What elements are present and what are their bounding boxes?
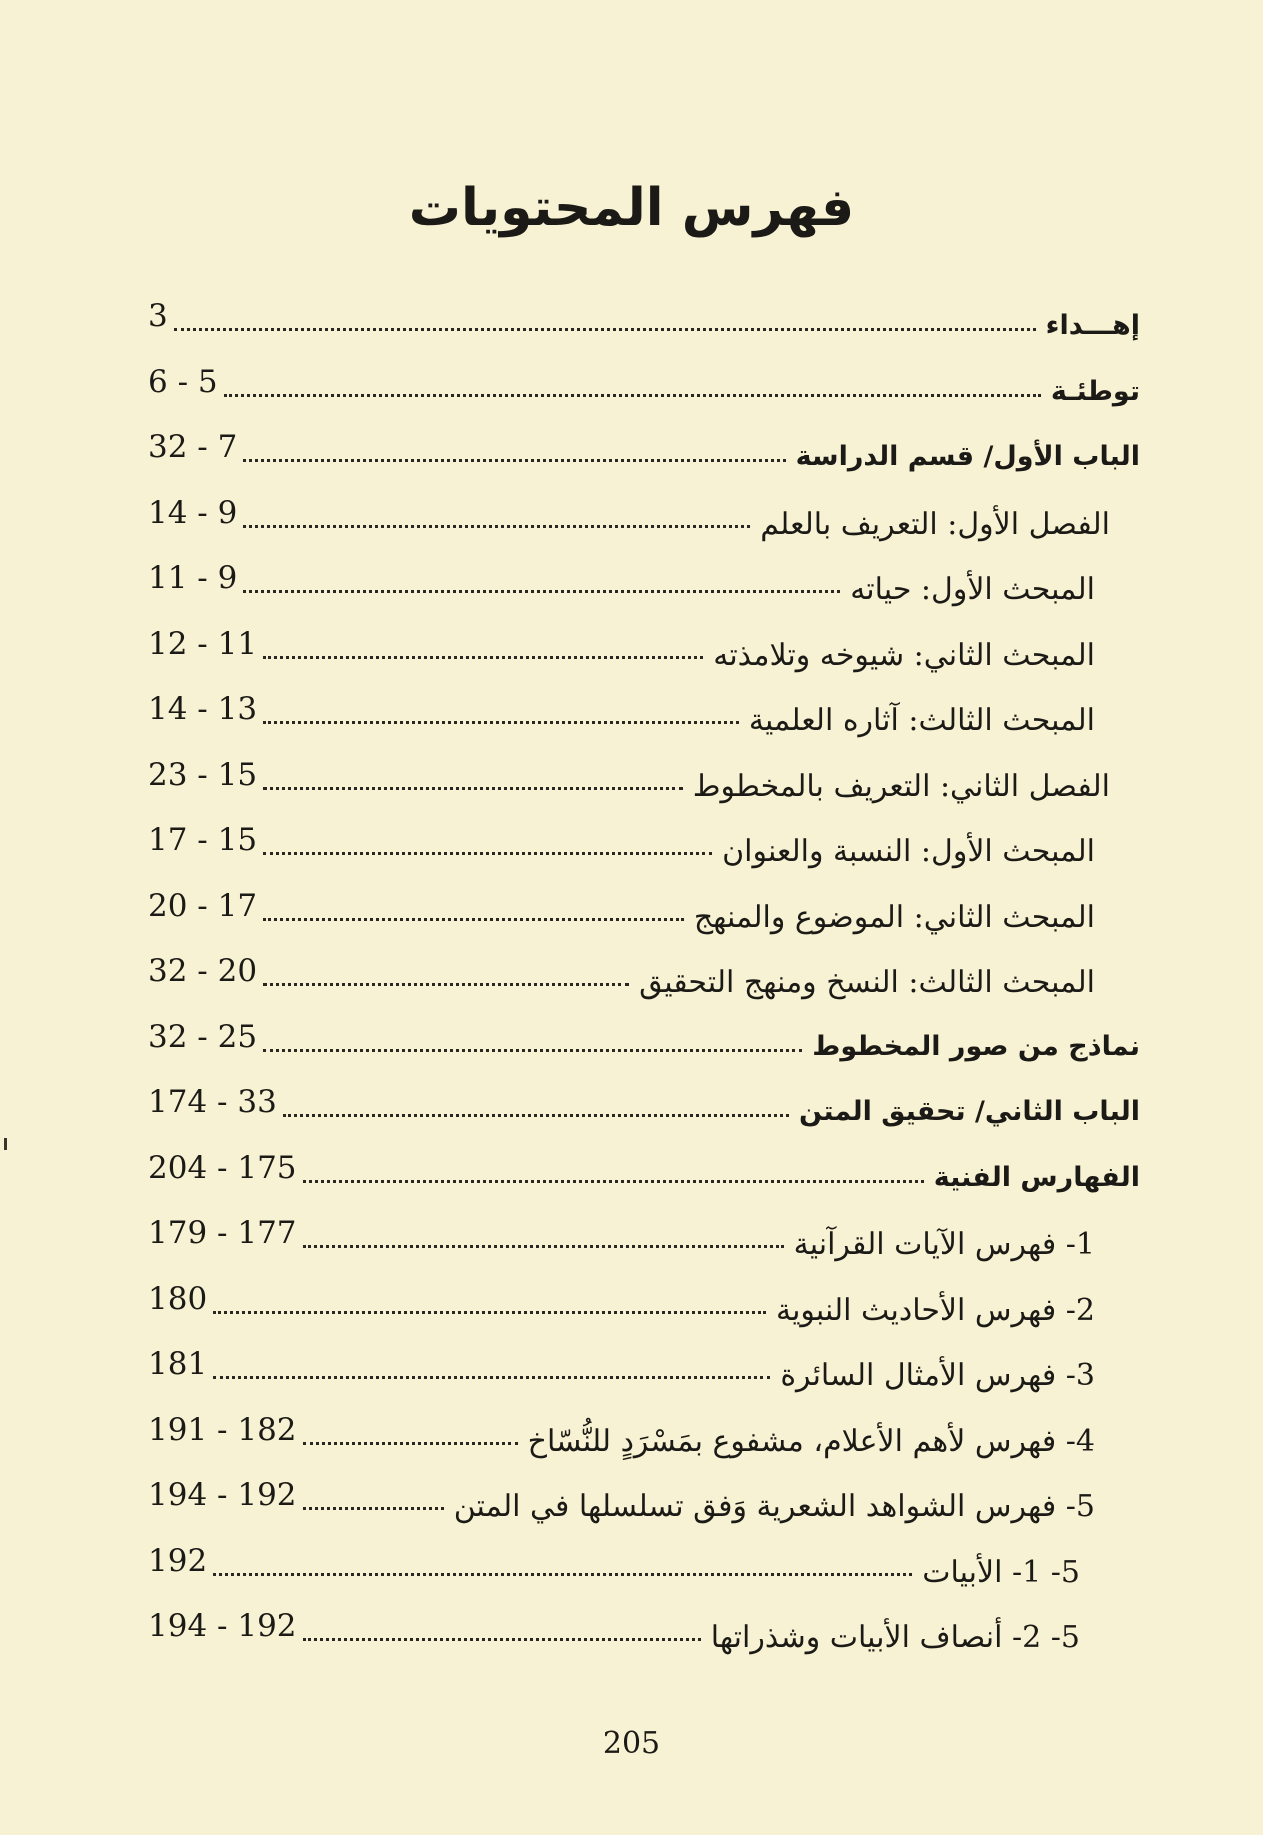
toc-entry-pages: 191 - 182 (148, 1411, 297, 1448)
dot-leader (303, 1636, 701, 1641)
toc-entry-pages: 6 - 5 (148, 363, 218, 400)
toc-entry-label: الباب الثاني/ تحقيق المتن (799, 1096, 1140, 1127)
toc-entry-pages: 192 (148, 1542, 208, 1579)
toc-entry-label: 5- 1- الأبيات (922, 1554, 1080, 1590)
dot-leader (263, 654, 703, 659)
toc-entry-label: الفهارس الفنية (933, 1161, 1140, 1193)
toc-entry-pages: 194 - 192 (148, 1608, 297, 1644)
toc-entry-label: توطئـة (1050, 375, 1140, 407)
toc-entry-pages: 20 - 17 (148, 887, 258, 924)
toc-entry-label: المبحث الثالث: آثاره العلمية (748, 703, 1095, 738)
toc-entry (148, 756, 1140, 831)
toc-entry (148, 822, 1140, 896)
dot-leader (174, 326, 1036, 331)
edge-mark (4, 1138, 7, 1150)
dot-leader (243, 457, 786, 462)
toc-entry-pages: 180 (148, 1280, 208, 1317)
toc-entry-pages: 14 - 13 (148, 691, 258, 727)
toc-entry-pages: 194 - 192 (148, 1477, 297, 1513)
toc-entry-label: المبحث الثالث: النسخ ومنهج التحقيق (639, 965, 1095, 1000)
dot-leader (303, 1178, 924, 1183)
toc-entry (148, 1608, 1140, 1682)
page-number: 205 (602, 1726, 661, 1761)
toc-entry-label: الفصل الثاني: التعريف بالمخطوط (692, 768, 1110, 804)
toc-entry-label: 2- فهرس الأحاديث النبوية (776, 1292, 1095, 1328)
toc-entry-pages: 23 - 15 (148, 756, 258, 793)
toc-entry-label: 5- 2- أنصاف الأبيات وشذراتها (710, 1620, 1080, 1655)
toc-entry (148, 691, 1140, 765)
toc-entry-pages: 11 - 9 (148, 560, 238, 596)
dot-leader (283, 1112, 789, 1117)
toc-entry (148, 1280, 1140, 1355)
toc-entry-pages: 14 - 9 (148, 494, 238, 531)
toc-entry (148, 560, 1140, 634)
toc-entry-label: نماذج من صور المخطوط (812, 1030, 1140, 1062)
toc-entry-label: 3- فهرس الأمثال السائرة (780, 1358, 1095, 1393)
toc-entry (148, 953, 1140, 1027)
dot-leader (263, 1047, 802, 1052)
toc-entry-label: إهـــداء (1045, 310, 1140, 341)
toc-entry-label: المبحث الثاني: شيوخه وتلامذته (713, 637, 1095, 673)
toc-entry (148, 298, 1140, 372)
toc-entry-label: المبحث الثاني: الموضوع والمنهج (693, 899, 1095, 935)
toc-entry-label: 4- فهرس لأهم الأعلام، مشفوع بمَسْرَدٍ للنُّسّاخ (527, 1423, 1095, 1459)
toc-entry (148, 1084, 1140, 1158)
dot-leader (263, 916, 684, 921)
toc-entry (148, 363, 1140, 438)
table-of-contents (148, 298, 1140, 1682)
dot-leader (263, 785, 683, 790)
toc-entry (148, 1346, 1140, 1420)
dot-leader (224, 392, 1041, 397)
toc-entry-pages: 204 - 175 (148, 1149, 297, 1186)
dot-leader (213, 1571, 912, 1576)
toc-entry-label: الفصل الأول: التعريف بالعلم (760, 506, 1110, 542)
toc-entry-pages: 179 - 177 (148, 1215, 297, 1251)
toc-entry-pages: 32 - 25 (148, 1018, 258, 1055)
toc-entry (148, 429, 1140, 503)
toc-entry-label: المبحث الأول: حياته (850, 572, 1095, 607)
dot-leader (263, 981, 629, 986)
dot-leader (303, 1243, 784, 1248)
toc-entry (148, 1149, 1140, 1224)
toc-entry (148, 1215, 1140, 1289)
toc-entry (148, 1411, 1140, 1486)
toc-entry-pages: 12 - 11 (148, 625, 258, 662)
toc-entry-pages: 174 - 33 (148, 1084, 277, 1120)
toc-entry (148, 887, 1140, 962)
dot-leader (263, 850, 712, 855)
toc-entry (148, 494, 1140, 569)
toc-entry (148, 1018, 1140, 1093)
toc-entry-pages: 32 - 20 (148, 953, 258, 989)
toc-entry-pages: 17 - 15 (148, 822, 258, 858)
toc-entry-label: المبحث الأول: النسبة والعنوان (722, 834, 1095, 869)
page-title: فهرس المحتويات (408, 178, 855, 238)
toc-entry-pages: 181 (148, 1346, 208, 1382)
dot-leader (243, 588, 840, 593)
toc-entry-label: 1- فهرس الآيات القرآنية (793, 1227, 1095, 1262)
dot-leader (263, 719, 739, 724)
dot-leader (243, 523, 750, 528)
dot-leader (303, 1440, 518, 1445)
toc-entry-pages: 32 - 7 (148, 429, 238, 465)
toc-entry (148, 625, 1140, 700)
toc-entry-label: الباب الأول/ قسم الدراسة (795, 441, 1140, 472)
toc-entry (148, 1477, 1140, 1551)
dot-leader (213, 1374, 770, 1379)
dot-leader (303, 1505, 444, 1510)
toc-entry (148, 1542, 1140, 1617)
dot-leader (213, 1309, 766, 1314)
toc-entry-label: 5- فهرس الشواهد الشعرية وَفق تسلسلها في المتن (453, 1489, 1095, 1524)
toc-entry-pages: 3 (148, 298, 168, 334)
